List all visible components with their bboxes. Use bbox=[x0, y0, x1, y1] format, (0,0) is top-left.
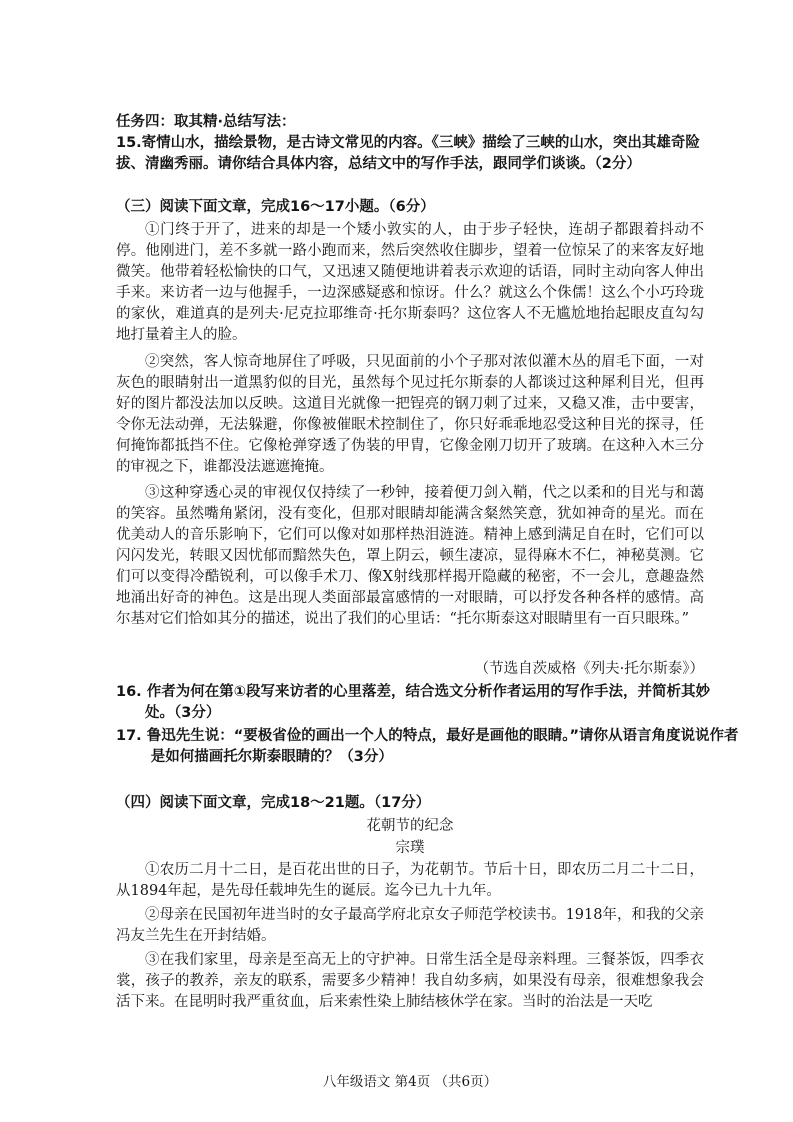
question-17: 17. 鲁迅先生说：“要极省俭的画出一个人的特点，最好是画他的眼睛。”请你从语言角度说说作者是如何描画托尔斯泰眼睛的？（3分） bbox=[116, 728, 739, 765]
section4-paragraph-3: ③在我们家里，母亲是至高无上的守护神。日常生活全是母亲料理。三餐茶饭，四季衣裳，孩子的教养，亲友的联系，需要多少精神！我自幼多病，如果没有母亲，很难想象我会活下来。在昆明时我严重贫血，后来索性染上肺结核休学在家。当时的治法是一天吃 bbox=[116, 952, 704, 1010]
section4-paragraph-2: ②母亲在民国初年进当时的女子最高学府北京女子师范学校读书。1918年，和我的父亲冯友兰先生在开封结婚。 bbox=[116, 907, 704, 944]
section3-paragraph-1: ①门终于开了，进来的却是一个矮小敦实的人，由于步子轻快，连胡子都跟着抖动不停。他刚进门，差不多就一路小跑而来，然后突然收住脚步，望着一位惊呆了的来客友好地微笑。他带着轻松愉快的口气，又迅速又随便地讲着表示欢迎的话语，同时主动向客人伸出手来。来访者一边与他握手，一边深感疑惑和惊讶。什么？就这么个侏儒！这么个小巧玲珑的家伙，难道真的是列夫·尼克拉耶维奇·托尔斯泰吗？这位客人不无尴尬地抬起眼皮直勾勾地打量着主人的脸。 bbox=[116, 222, 704, 343]
page-footer: 八年级语文 第4页 （共6页） bbox=[322, 1074, 498, 1090]
question-16: 16. 作者为何在第①段写来访者的心里落差，结合选文分析作者运用的写作手法，并简析其妙处。（3分） bbox=[116, 684, 711, 721]
section3-source: （节选自茨威格《列夫·托尔斯泰》） bbox=[474, 661, 704, 677]
section3-paragraph-3: ③这种穿透心灵的审视仅仅持续了一秒钟，接着便刀剑入鞘，代之以柔和的目光与和蔼的笑容。虽然嘴角紧闭，没有变化，但那对眼睛却能满含粲然笑意，犹如神奇的星光。而在优美动人的音乐影响下，它们可以像对如那样热泪涟涟。精神上感到满足自在时，它们可以闪闪发光，转眼又因忧郁而黯然失色，罩上阴云，顿生凄凉，显得麻木不仁，神秘莫测。它们可以变得冷酷锐利，可以像手术刀、像X射线那样揭开隐藏的秘密，不一会儿，意趣盎然地涌出好奇的神色。这是出现人类面部最富感情的一对眼睛，可以抒发各种各样的感情。高尔基对它们恰如其分的描述，说出了我们的心里话：“托尔斯泰这对眼睛里有一百只眼珠。” bbox=[116, 485, 704, 627]
section4-heading: （四）阅读下面文章，完成18～21题。（17分） bbox=[116, 795, 431, 811]
article-author: 宗璞 bbox=[395, 840, 425, 856]
task4-heading: 任务四：取其精·总结写法： bbox=[116, 114, 296, 130]
section4-paragraph-1: ①农历二月十二日，是百花出世的日子，为花朝节。节后十日，即农历二月二十二日，从1894年起，是先母任载坤先生的诞辰。迄今已九十九年。 bbox=[116, 862, 704, 899]
section3-heading: （三）阅读下面文章，完成16～17小题。（6分） bbox=[116, 199, 435, 215]
section3-paragraph-2: ②突然，客人惊奇地屏住了呼吸，只见面前的小个子那对浓似灌木丛的眉毛下面，一对灰色的眼睛射出一道黑豹似的目光，虽然每个见过托尔斯泰的人都谈过这种犀利目光，但再好的图片都没法加以反映。这道目光就像一把锃亮的钢刀刺了过来，又稳又准，击中要害，令你无法动弹，无法躲避，你像被催眠术控制住了，你只好乖乖地忍受这种目光的探寻，任何掩饰都抵挡不住。它像枪弹穿透了伪装的甲胄，它像金刚刀切开了玻璃。在这种入木三分的审视之下，谁都没法遮遮掩掩。 bbox=[116, 354, 704, 475]
question-15: 15.寄情山水，描绘景物，是古诗文常见的内容。《三峡》描绘了三峡的山水，突出其雄奇险拔、清幽秀丽。请你结合具体内容，总结文中的写作手法，跟同学们谈谈。（2分） bbox=[116, 135, 700, 172]
article-title: 花朝节的纪念 bbox=[366, 818, 454, 834]
